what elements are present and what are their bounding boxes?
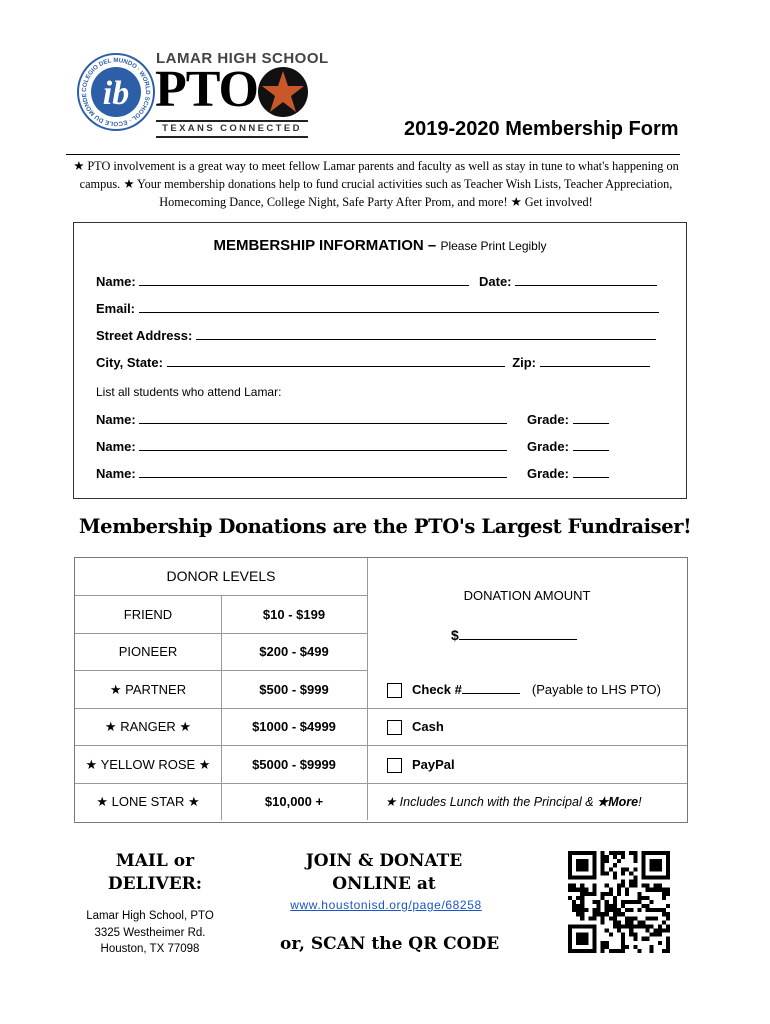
student-name-label: Name:: [96, 439, 136, 454]
join-title-line1: JOIN & DONATE: [305, 851, 463, 871]
school-name: LAMAR HIGH SCHOOL: [156, 50, 329, 67]
donation-amount-heading: DONATION AMOUNT: [463, 588, 591, 603]
street-address-field[interactable]: [196, 327, 656, 340]
donor-levels-heading: DONOR LEVELS: [166, 568, 276, 584]
student-name-field[interactable]: [139, 438, 507, 451]
check-option: [387, 681, 661, 698]
address-line: Lamar High School, PTO: [86, 910, 214, 922]
donation-link[interactable]: www.houstonisd.org/page/68258: [290, 898, 482, 912]
cash-option: [387, 719, 444, 735]
zip-label: Zip:: [512, 355, 537, 370]
email-row: [96, 300, 659, 316]
heading-dash: –: [423, 237, 441, 254]
date-field[interactable]: [515, 273, 657, 286]
address-line: 3325 Westheimer Rd.: [94, 926, 206, 939]
paypal-checkbox[interactable]: [387, 758, 402, 773]
level-range: $500 - $999: [259, 682, 329, 697]
cash-label: Cash: [412, 719, 444, 734]
mail-title-line2: DELIVER:: [107, 874, 203, 894]
intro-paragraph: ★ PTO involvement is a great way to meet fellow Lamar parents and faculty as well as stay in tune to what's happening on campus. ★ Your membership donations help to fund crucial activities such as Teacher Wish Lists, Teacher Appreciation, Homecoming Dance, College Night, Safe Party After Prom, and more! ★ Get involved!: [73, 159, 679, 209]
city-state-label: City, State:: [96, 355, 163, 370]
level-name: ★ LONE STAR ★: [96, 794, 200, 809]
level-range: $10,000 +: [264, 794, 324, 809]
level-name: FRIEND: [123, 607, 173, 622]
grade-field[interactable]: [573, 465, 609, 478]
includes-text: ★ Includes Lunch with the Principal &: [385, 795, 598, 809]
student-name-label: Name:: [96, 466, 136, 481]
includes-more: ★More: [597, 795, 639, 809]
paypal-option: [387, 757, 455, 773]
email-label: Email:: [96, 301, 136, 316]
level-name: ★ PARTNER: [109, 682, 187, 697]
dollar-sign: $: [451, 627, 459, 643]
check-label: Check #: [412, 682, 462, 697]
seal-text: COLEGIO DEL MUNDO · WORLD SCHOOL · ECOLE DU MONDE: [80, 56, 152, 128]
paypal-label: PayPal: [412, 757, 455, 772]
join-donate-heading: [296, 850, 472, 896]
email-field[interactable]: [139, 300, 659, 313]
membership-heading: [74, 237, 686, 255]
grade-label: Grade:: [527, 412, 569, 427]
name-field[interactable]: [139, 273, 469, 286]
students-label: List all students who attend Lamar:: [96, 385, 282, 399]
student-row: [96, 411, 609, 427]
qr-code-icon[interactable]: [568, 851, 670, 953]
grade-label: Grade:: [527, 466, 569, 481]
level-name: PIONEER: [118, 644, 178, 659]
check-number-field[interactable]: [462, 681, 520, 694]
scan-qr-text: or, SCAN the QR CODE: [280, 934, 500, 954]
zip-field[interactable]: [540, 354, 650, 367]
mail-or-deliver-heading: [100, 850, 210, 896]
student-row: [96, 438, 609, 454]
date-label: Date:: [479, 274, 512, 289]
form-title: 2019-2020 Membership Form: [404, 118, 679, 140]
level-range: $1000 - $4999: [252, 719, 336, 734]
grade-field[interactable]: [573, 438, 609, 451]
level-name: ★ RANGER ★: [104, 719, 192, 734]
grade-label: Grade:: [527, 439, 569, 454]
donation-amount-field[interactable]: [459, 626, 577, 640]
address-line: Houston, TX 77098: [100, 943, 200, 955]
pto-logo-text: PTO: [155, 61, 258, 118]
student-name-field[interactable]: [139, 465, 507, 478]
membership-information-box: [73, 222, 687, 499]
star-logo-icon: [256, 65, 310, 119]
tagline: TEXANS CONNECTED: [156, 120, 308, 138]
street-label: Street Address:: [96, 328, 193, 343]
mailing-address: [80, 908, 220, 958]
student-row: [96, 465, 609, 481]
level-name: ★ YELLOW ROSE ★: [85, 757, 211, 772]
seal-letters: ib: [102, 75, 130, 112]
includes-end: !: [638, 795, 642, 809]
ib-world-school-seal: [76, 52, 156, 132]
level-range: $5000 - $9999: [252, 757, 336, 772]
student-name-label: Name:: [96, 412, 136, 427]
check-checkbox[interactable]: [387, 683, 402, 698]
street-row: [96, 327, 656, 343]
level-range: $10 - $199: [262, 607, 326, 622]
membership-heading-text: MEMBERSHIP INFORMATION: [213, 237, 424, 254]
check-note: (Payable to LHS PTO): [531, 682, 661, 697]
fundraiser-heading: Membership Donations are the PTO's Largest Fundraiser!: [79, 515, 692, 538]
level-range: $200 - $499: [259, 644, 329, 659]
name-date-row: [96, 273, 657, 289]
print-legibly-note: Please Print Legibly: [440, 239, 547, 253]
name-label: Name:: [96, 274, 136, 289]
join-title-line2: ONLINE at: [332, 874, 436, 894]
donor-levels-table: [74, 557, 688, 823]
mail-title-line1: MAIL or: [115, 851, 195, 871]
grade-field[interactable]: [573, 411, 609, 424]
includes-note: [385, 794, 642, 809]
cash-checkbox[interactable]: [387, 720, 402, 735]
city-state-field[interactable]: [167, 354, 505, 367]
donation-amount-row: [451, 626, 577, 643]
title-divider: [66, 154, 680, 155]
student-name-field[interactable]: [139, 411, 507, 424]
city-zip-row: [96, 354, 650, 370]
